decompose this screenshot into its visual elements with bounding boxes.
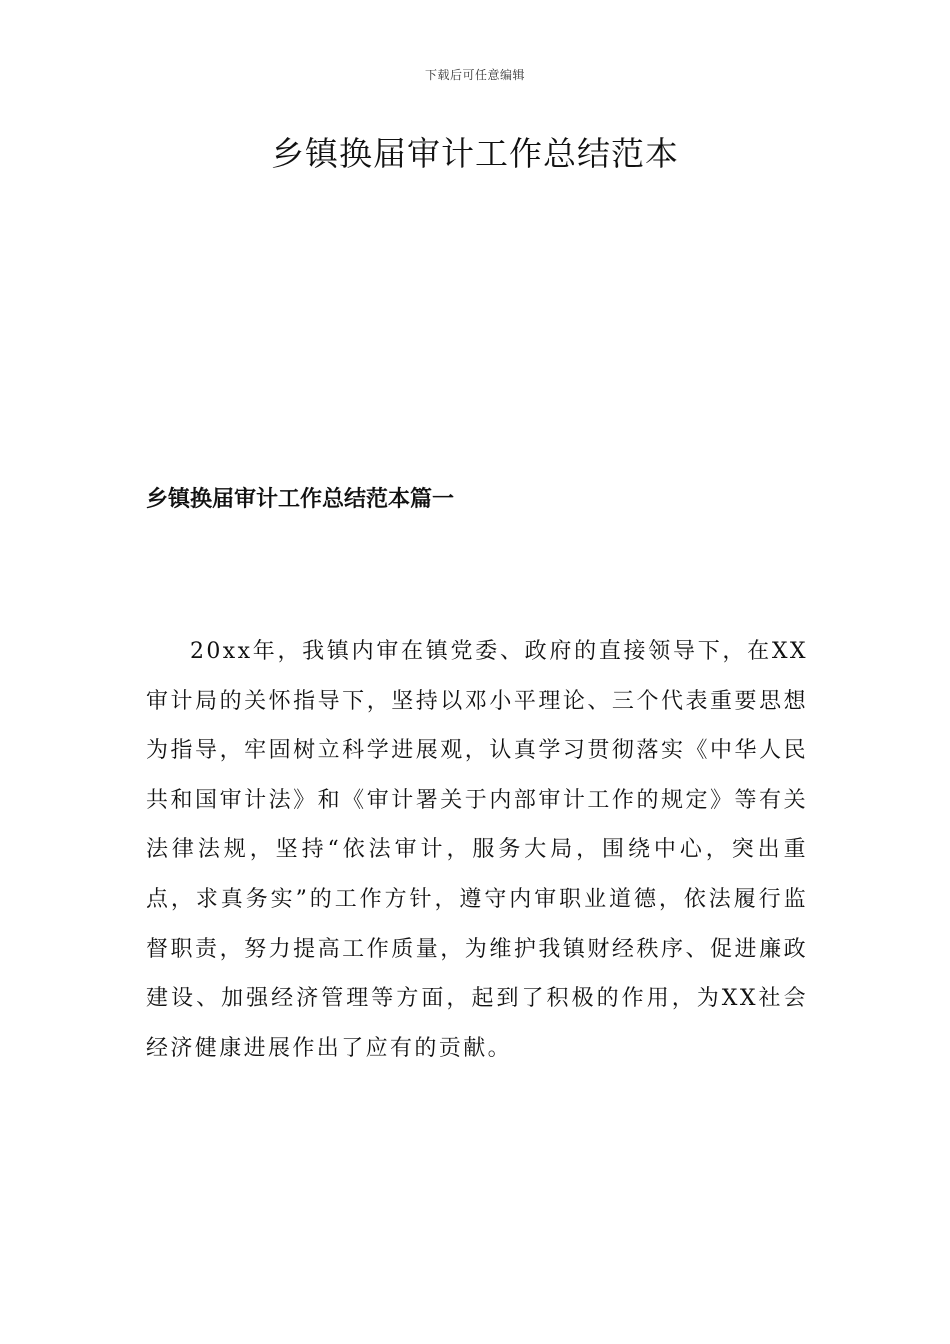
header-note: 下载后可任意编辑 [424, 68, 525, 82]
section-heading: 乡镇换届审计工作总结范本篇一 [146, 486, 455, 512]
document-title: 乡镇换届审计工作总结范本 [271, 134, 679, 173]
body-paragraph: 20xx年，我镇内审在镇党委、政府的直接领导下，在XX审计局的关怀指导下，坚持以邓小平理论、三个代表重要思想为指导，牢固树立科学进展观，认真学习贯彻落实《中华人民共和国审计法》和《审计署关于内部审计工作的规定》等有关法律法规，坚持“依法审计，服务大局，围绕中心，突出重点，求真务实”的工作方针，遵守内审职业道德，依法履行监督职责，努力提高工作质量，为维护我镇财经秩序、促进廉政建设、加强经济管理等方面，起到了积极的作用，为XX社会经济健康进展作出了应有的贡献。 [146, 639, 808, 1061]
